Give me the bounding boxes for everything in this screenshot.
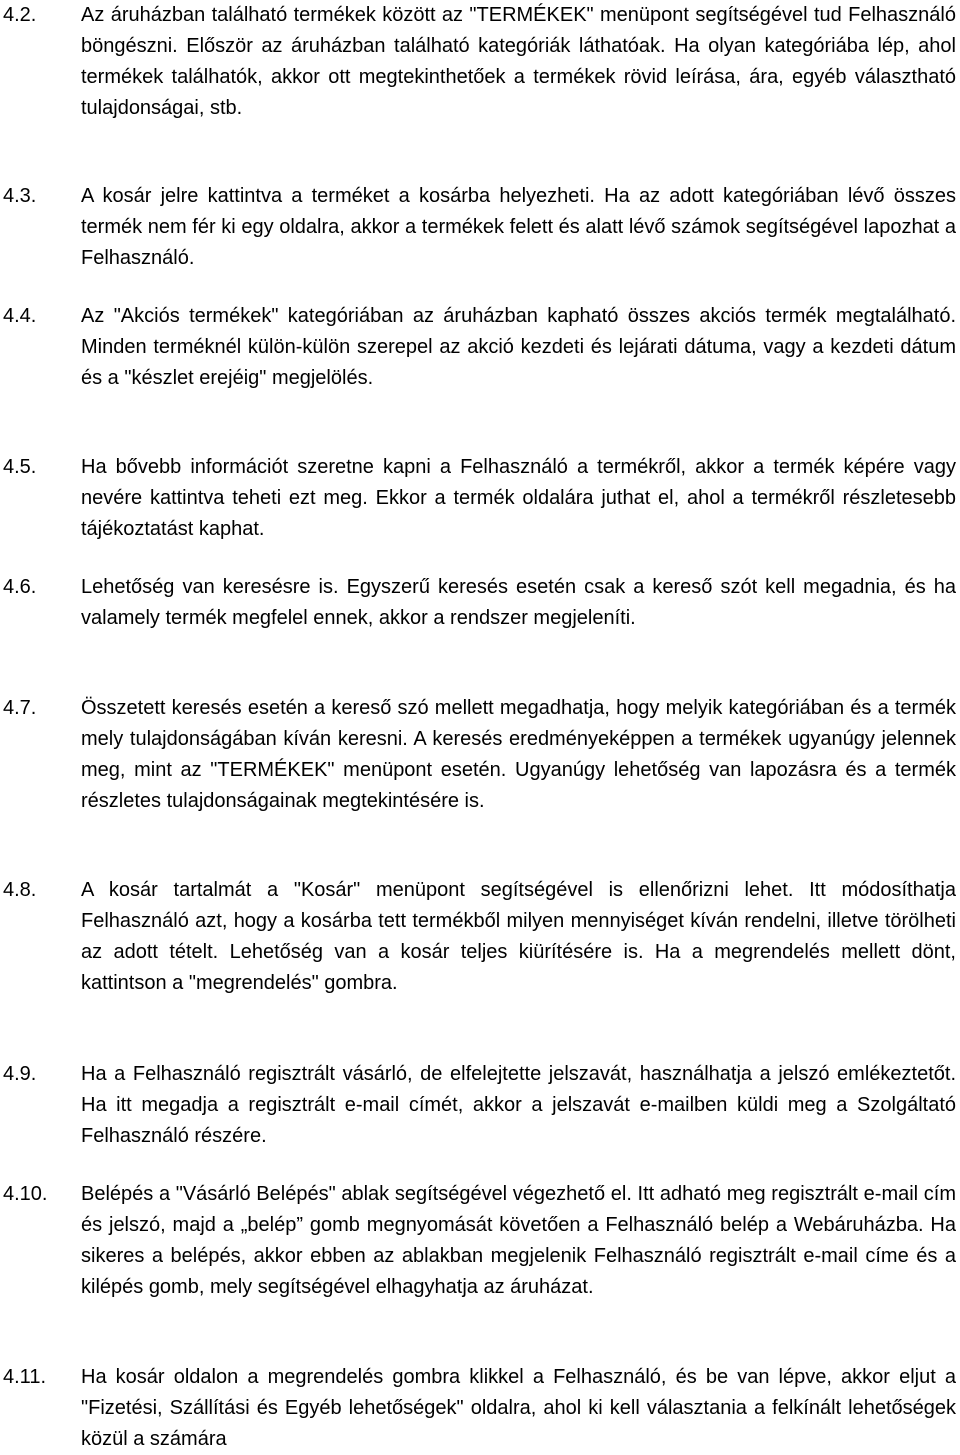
section-number: 4.8. [3, 879, 37, 901]
section-text: A kosár tartalmát a "Kosár" menüpont segítségével is ellenőrizni lehet. Itt módosíthatja Felhasználó azt, hogy a kosárba tett termékből milyen mennyiséget kíván rendelni, illetve törölheti az adott tételt. Lehetőség van a kosár teljes kiürítésére is. Ha a megrendelés mellett dönt, kattintson a "megrendelés" gombra. [81, 879, 956, 994]
section-text: A kosár jelre kattintva a terméket a kosárba helyezheti. Ha az adott kategóriában lévő összes termék nem fér ki egy oldalra, akkor a termékek felett és alatt lévő számok segítségével lapozhat a Felhasználó. [81, 185, 956, 269]
section-number: 4.4. [3, 305, 37, 327]
section-number: 4.9. [3, 1063, 37, 1085]
section-number: 4.11. [3, 1366, 46, 1388]
section-number: 4.10. [3, 1183, 48, 1205]
section-text: Ha a Felhasználó regisztrált vásárló, de elfelejtette jelszavát, használhatja a jelszó emlékeztetőt. Ha itt megadja a regisztrált e-mail címét, akkor a jelszavát e-mailben küldi meg a Szolgáltató Felhasználó részére. [81, 1063, 956, 1147]
section-number: 4.3. [3, 185, 37, 207]
section-text: Összetett keresés esetén a kereső szó mellett megadhatja, hogy melyik kategóriában és a termék mely tulajdonságában kíván keresni. A keresés eredményeképpen a termékek ugyanúgy jelennek meg, mint az "TERMÉKEK" menüpont esetén. Ugyanúgy lehetőség van lapozásra és a termék részletes tulajdonságainak megtekintésére is. [81, 697, 956, 812]
section-number: 4.7. [3, 697, 37, 719]
section-text: Az "Akciós termékek" kategóriában az áruházban kapható összes akciós termék megtalálható. Minden terméknél külön-külön szerepel az akció kezdeti és lejárati dátuma, vagy a kezdeti dátum és a "készlet erejéig" megjelölés. [81, 305, 956, 389]
section-text: Ha bővebb információt szeretne kapni a Felhasználó a termékről, akkor a termék képére vagy nevére kattintva teheti ezt meg. Ekkor a termék oldalára juthat el, ahol a termékről részletesebb tájékoztatást kaphat. [81, 456, 956, 540]
section-text: Az áruházban található termékek között az "TERMÉKEK" menüpont segítségével tud Felhasználó böngészni. Először az áruházban található kategóriák láthatóak. Ha olyan kategóriába lép, ahol termékek találhatók, akkor ott megtekinthetőek a termékek rövid leírása, ára, egyéb választható tulajdonságai, stb. [81, 4, 956, 119]
section-text: Ha kosár oldalon a megrendelés gombra klikkel a Felhasználó, és be van lépve, akkor eljut a "Fizetési, Szállítási és Egyéb lehetőségek" oldalra, ahol ki kell választania a felkínált lehetőségek közül a számára [81, 1366, 956, 1450]
section-number: 4.2. [3, 4, 37, 26]
section-number: 4.6. [3, 576, 37, 598]
section-number: 4.5. [3, 456, 37, 478]
section-text: Lehetőség van keresésre is. Egyszerű keresés esetén csak a kereső szót kell megadnia, és ha valamely termék megfelel ennek, akkor a rendszer megjeleníti. [81, 576, 956, 629]
section-text: Belépés a "Vásárló Belépés" ablak segítségével végezhető el. Itt adható meg regisztrált e-mail cím és jelszó, majd a „belép” gomb megnyomását követően a Felhasználó belép a Webáruházba. Ha sikeres a belépés, akkor ebben az ablakban megjelenik Felhasználó regisztrált e-mail címe és a kilépés gomb, mely segítségével elhagyhatja az áruházat. [81, 1183, 956, 1298]
